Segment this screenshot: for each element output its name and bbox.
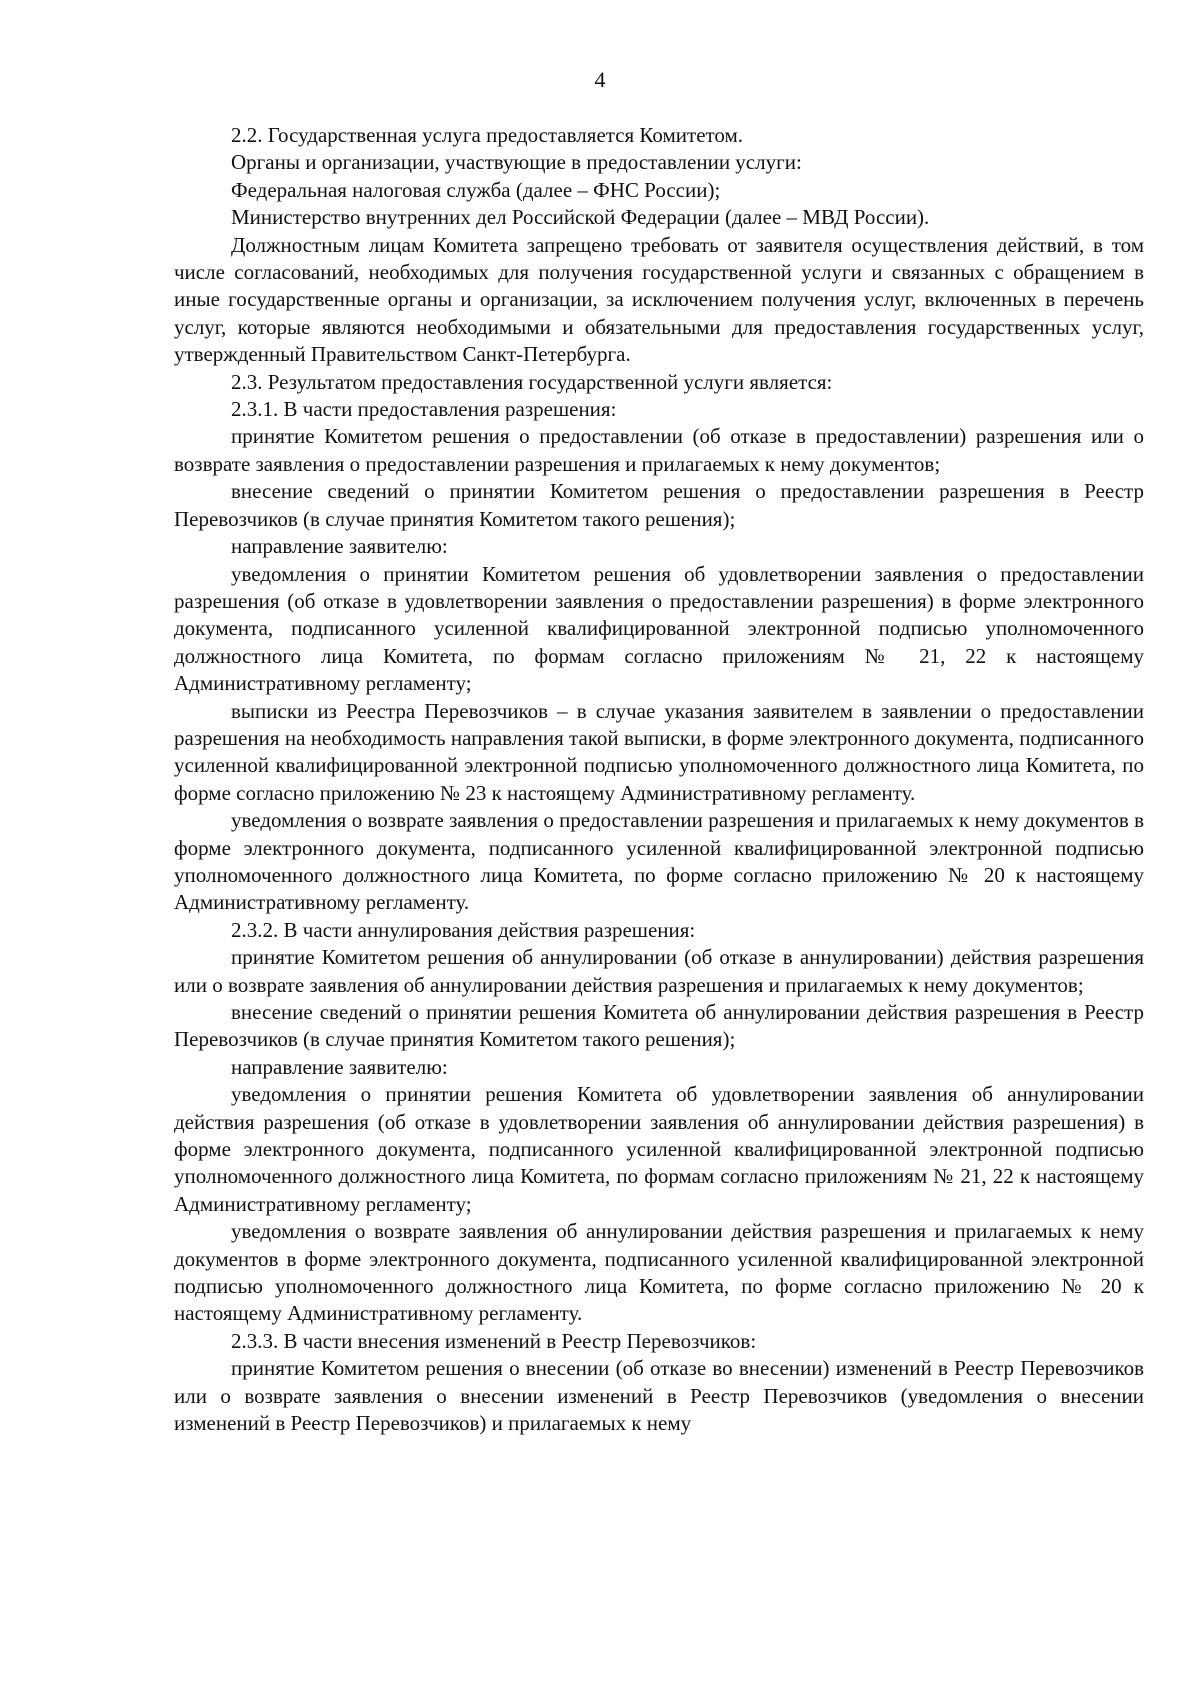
- paragraph: Органы и организации, участвующие в предоставлении услуги:: [231, 150, 802, 175]
- paragraph: уведомления о принятии Комитетом решения об удовлетворении заявления о предоставлении разрешения (об отказе в удовлетворении заявления о предоставлении разрешения) в форме электронного документа, подписанного усиленной квалифицированной электронной подписью уполномоченного должностного лица Комитета, по формам согласно приложениям № 21, 22 к настоящему Административному регламенту;: [174, 561, 1144, 696]
- paragraph: Министерство внутренних дел Российской Федерации (далее – МВД России).: [231, 205, 930, 230]
- paragraph: уведомления о возврате заявления о предоставлении разрешения и прилагаемых к нему документов в форме электронного документа, подписанного усиленной квалифицированной электронной подписью уполномоченного должностного лица Комитета, по форме согласно приложению № 20 к настоящему Административному регламенту.: [174, 808, 1144, 915]
- paragraph: направление заявителю:: [231, 534, 448, 559]
- page-number: 4: [594, 67, 606, 92]
- paragraph: Должностным лицам Комитета запрещено требовать от заявителя осуществления действий, в том числе согласований, необходимых для получения государственной услуги и связанных с обращением в иные государственные органы и организации, за исключением получения услуг, включенных в перечень услуг, которые являются необходимыми и обязательными для предоставления государственных услуг, утвержденный Правительством Санкт-Петербурга.: [174, 232, 1144, 367]
- paragraph: принятие Комитетом решения о внесении (об отказе во внесении) изменений в Реестр Перевозчиков или о возврате заявления о внесении изменений в Реестр Перевозчиков (уведомления о внесении изменений в Реестр Перевозчиков) и прилагаемых к нему: [174, 1356, 1144, 1436]
- paragraph: принятие Комитетом решения о предоставлении (об отказе в предоставлении) разрешения или о возврате заявления о предоставлении разрешения и прилагаемых к нему документов;: [174, 424, 1144, 476]
- paragraph: 2.3. Результатом предоставления государственной услуги является:: [231, 369, 833, 394]
- paragraph: 2.3.2. В части аннулирования действия разрешения:: [231, 917, 696, 942]
- paragraph: 2.3.1. В части предоставления разрешения:: [231, 397, 617, 422]
- document-body: [174, 122, 1144, 1438]
- paragraph: принятие Комитетом решения об аннулировании (об отказе в аннулировании) действия разрешения или о возврате заявления об аннулировании действия разрешения и прилагаемых к нему документов;: [174, 945, 1144, 997]
- paragraph: уведомления о возврате заявления об аннулировании действия разрешения и прилагаемых к нему документов в форме электронного документа, подписанного усиленной квалифицированной электронной подписью уполномоченного должностного лица Комитета, по форме согласно приложению № 20 к настоящему Административному регламенту.: [174, 1219, 1144, 1326]
- paragraph: уведомления о принятии решения Комитета об удовлетворении заявления об аннулировании действия разрешения (об отказе в удовлетворении заявления об аннулировании действия разрешения) в форме электронного документа, подписанного усиленной квалифицированной электронной подписью уполномоченного должностного лица Комитета, по формам согласно приложениям № 21, 22 к настоящему Административному регламенту;: [174, 1082, 1144, 1216]
- paragraph: 2.2. Государственная услуга предоставляется Комитетом.: [231, 123, 744, 147]
- paragraph: направление заявителю:: [231, 1054, 448, 1079]
- paragraph: 2.3.3. В части внесения изменений в Реестр Перевозчиков:: [231, 1328, 757, 1353]
- paragraph: внесение сведений о принятии Комитетом решения о предоставлении разрешения в Реестр Перевозчиков (в случае принятия Комитетом такого решения);: [174, 479, 1144, 531]
- paragraph: Федеральная налоговая служба (далее – ФНС России);: [231, 177, 721, 202]
- paragraph: выписки из Реестра Перевозчиков – в случае указания заявителем в заявлении о предоставлении разрешения на необходимость направления такой выписки, в форме электронного документа, подписанного усиленной квалифицированной электронной подписью уполномоченного должностного лица Комитета, по форме согласно приложению № 23 к настоящему Административному регламенту.: [174, 698, 1144, 805]
- paragraph: внесение сведений о принятии решения Комитета об аннулировании действия разрешения в Реестр Перевозчиков (в случае принятия Комитетом такого решения);: [174, 1000, 1144, 1052]
